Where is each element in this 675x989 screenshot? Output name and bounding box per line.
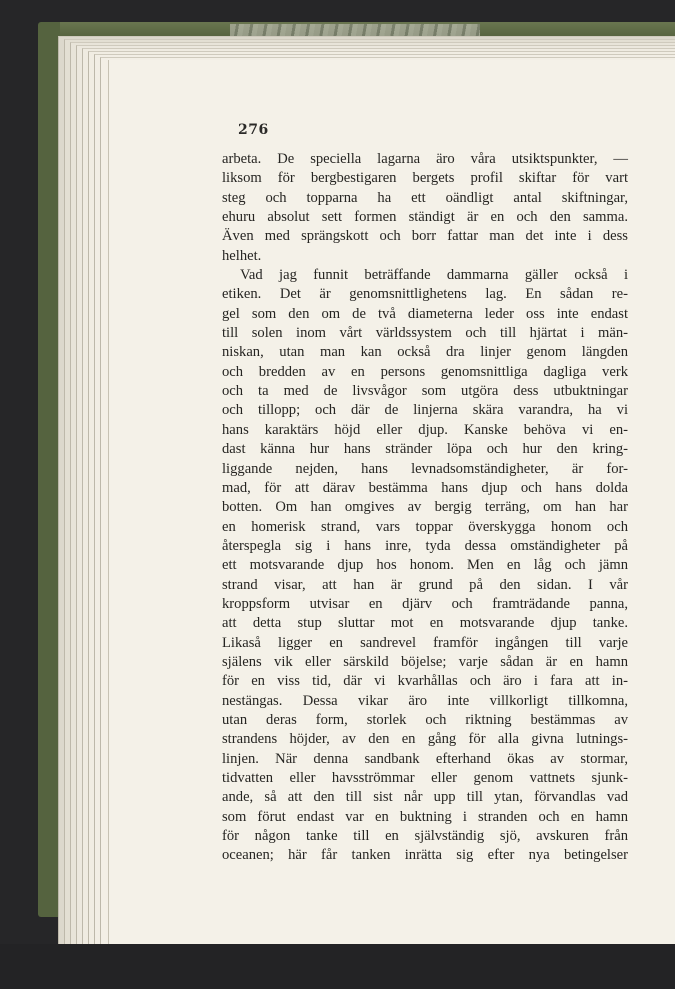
text-line: till solen inom vårt världssystem och till hjärtat i män- (222, 325, 628, 342)
text-line: kroppsform utvisar en djärv och framträdande panna, (222, 595, 628, 612)
text-line: och ta med de livsvågor som utgöra dess utbuktningar (222, 383, 628, 400)
text-line: niskan, utan man kan också dra linjer genom längden (222, 344, 628, 361)
text-line: botten. Om han omgives av bergig terräng, om han har (222, 499, 628, 516)
text-line: oceanen; här får tanken inrätta sig efter nya betingelser (222, 847, 628, 864)
text-line: dast känna hur hans stränder löpa och hur den kring- (222, 441, 628, 458)
text-line: och bredden av en persons genomsnittliga dagliga verk (222, 363, 628, 380)
text-line: tidvatten eller havsströmmar eller genom vattnets sjunk- (222, 770, 628, 786)
text-line: strandens höjder, av den en gång för alla givna lutnings- (222, 731, 628, 748)
text-line: själens vik eller särskild böjelse; varje sådan är en hamn (222, 653, 628, 670)
text-line: linjen. När denna sandbank efterhand ökas av stormar, (222, 750, 628, 767)
text-line: ehuru absolut sett formen ständigt är en och den samma. (222, 209, 628, 226)
text-line: nestängas. Dessa vikar äro inte villkorligt tillkomna, (222, 692, 628, 709)
text-line: ett motsvarande djup hos honom. Men en låg och jämn (222, 557, 628, 574)
text-line: som förut endast var en buktning i stranden och en hamn (222, 808, 628, 825)
text-line: en homerisk strand, vars toppar överskygga honom och (222, 518, 628, 535)
text-line: helhet. (222, 247, 262, 264)
text-line: och tillopp; och där de linjerna skära varandra, ha vi (222, 402, 628, 419)
text-line: arbeta. De speciella lagarna äro våra utsiktspunkter, — (222, 151, 628, 167)
text-line: Vad jag funnit beträffande dammarna gäller också i (240, 267, 628, 284)
text-line: för någon tanke till en självständig sjö, avskuren från (222, 828, 628, 845)
text-line: hans karaktärs höjd eller djup. Kanske behöva vi en- (222, 421, 628, 438)
text-line: liksom för bergbestigaren bergets profil skiftar för vart (222, 170, 628, 187)
text-line: utan deras form, storlek och riktning bestämmas av (222, 711, 628, 728)
text-line: steg och topparna ha ett oändligt antal skiftningar, (222, 189, 628, 206)
text-line: för en viss tid, där vi kvarhållas och äro i fara att in- (222, 673, 628, 690)
text-line: mad, för att därav bestämma hans djup och hans dolda (222, 479, 628, 496)
text-line: att detta stup sluttar mot en motsvarande djup tanke. (222, 615, 628, 632)
text-line: strand visar, att han är grund på den sidan. I vår (222, 576, 628, 593)
text-line: Även med sprängskott och borr fattar man det inte i dess (222, 228, 628, 245)
text-line: återspegla sig i hans inre, tyda dessa omständigheter på (222, 537, 628, 554)
text-line: etiken. Det är genomsnittlighetens lag. En sådan re- (222, 286, 628, 303)
body-text (222, 150, 628, 866)
text-line: liggande nejden, hans levnadsomständigheter, är for- (222, 460, 628, 477)
text-line: ande, så att den till sist når upp till ytan, förvandlas vad (222, 789, 628, 806)
text-line: Likaså ligger en sandrevel framför ingången till varje (222, 634, 628, 651)
text-line: gel som den om de två diameterna leder oss inte endast (222, 305, 628, 322)
bottom-shadow (0, 944, 675, 989)
page-number: 276 (238, 122, 269, 138)
